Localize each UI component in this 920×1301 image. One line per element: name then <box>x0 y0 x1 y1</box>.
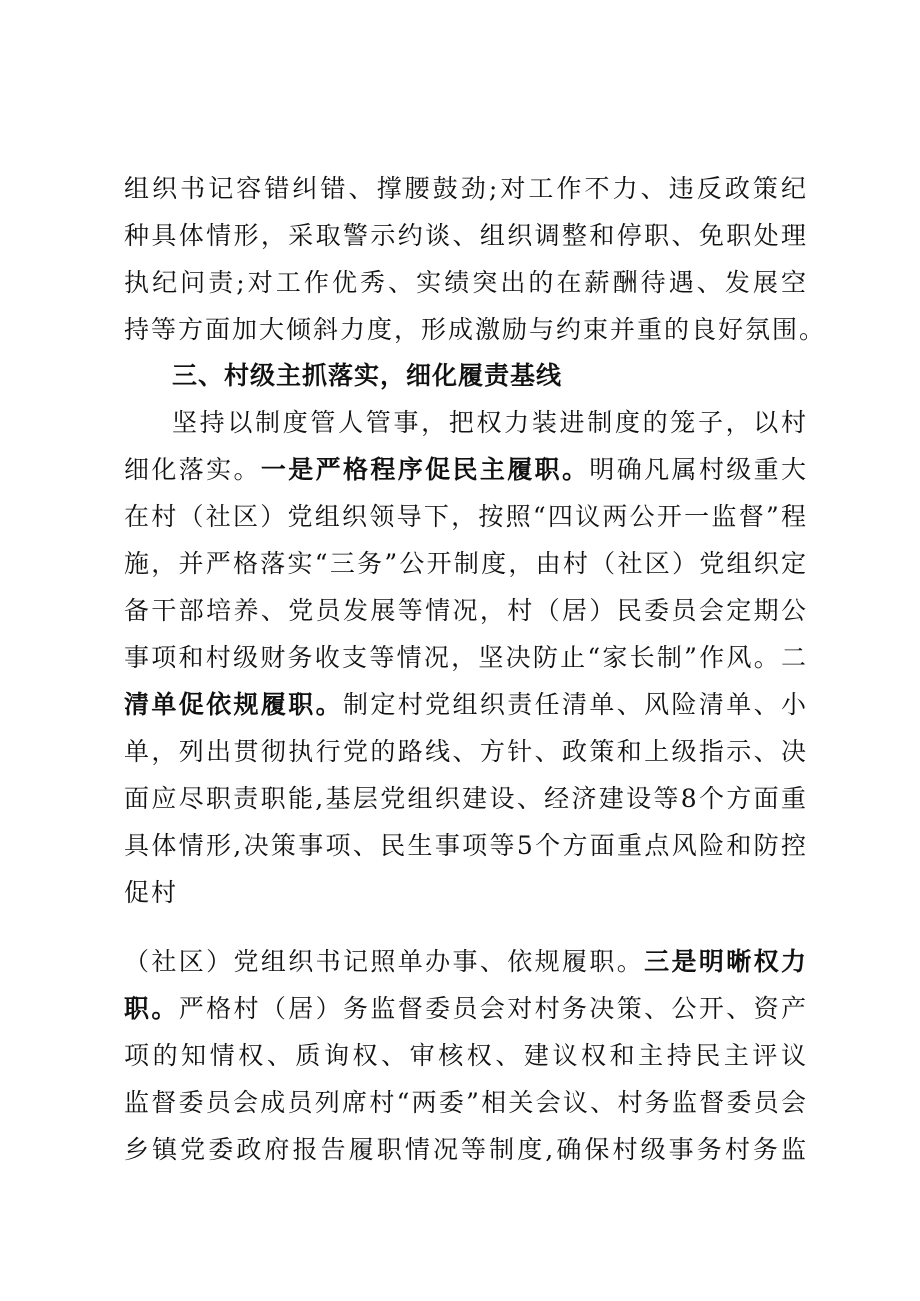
paragraph-line: 执纪问责;对工作优秀、实绩突出的在薪酬待遇、发展空 <box>124 268 808 297</box>
paragraph-line: 监督委员会成员列席村“两委”相关会议、村务监督委员会 <box>124 1088 808 1117</box>
text-span: 严格村（居）务监督委员会对村务决策、公开、资产 <box>178 994 808 1023</box>
paragraph-line: 项的知情权、质询权、审核权、建议权和主持民主评议 <box>124 1041 808 1070</box>
paragraph-line: 组织书记容错纠错、撑腰鼓劲;对工作不力、违反政策纪 <box>124 174 808 203</box>
paragraph-line: 具体情形,决策事项、民生事项等5个方面重点风险和防控 <box>124 831 808 860</box>
bold-lead: 一是严格程序促民主履职。 <box>260 455 590 484</box>
paragraph-line: 乡镇党委政府报告履职情况等制度,确保村级事务村务监 <box>124 1135 808 1164</box>
bold-lead: 三是明晰权力 <box>644 947 808 976</box>
paragraph-line: 在村（社区）党组织领导下，按照“四议两公开一监督”程 <box>124 502 808 531</box>
section-heading: 三、村级主抓落实，细化履责基线 <box>172 361 563 390</box>
paragraph-line <box>124 641 808 675</box>
paragraph-line <box>124 453 808 487</box>
paragraph-line <box>124 945 808 979</box>
paragraph-line <box>124 992 808 1026</box>
bold-lead: 清单促依规履职。 <box>124 690 343 719</box>
paragraph-line: 单，列出贯彻执行党的路线、方针、政策和上级指示、决 <box>124 737 808 766</box>
paragraph-line: 施，并严格落实“三务”公开制度，由村（社区）党组织定 <box>124 549 808 578</box>
paragraph-line: 面应尽职责职能,基层党组织建设、经济建设等8个方面重 <box>124 784 808 813</box>
text-span: 明确凡属村级重大 <box>589 455 808 484</box>
paragraph-line: 备干部培养、党员发展等情况，村（居）民委员会定期公 <box>124 596 808 625</box>
text-span: （社区）党组织书记照单办事、依规履职。 <box>124 947 645 976</box>
paragraph-line: 促村 <box>124 878 179 907</box>
paragraph-line: 坚持以制度管人管事，把权力装进制度的笼子，以村 <box>172 408 808 437</box>
paragraph-line: 持等方面加大倾斜力度，形成激励与约束并重的良好氛围。 <box>124 315 827 344</box>
paragraph-line <box>124 688 808 722</box>
bold-lead: 职。 <box>124 994 179 1023</box>
text-span: 事项和村级财务收支等情况，坚决防止“家长制”作风。二 <box>124 643 808 672</box>
text-span: 制定村党组织责任清单、风险清单、小 <box>343 690 808 719</box>
paragraph-line: 种具体情形，采取警示约谈、组织调整和停职、免职处理 <box>124 221 808 250</box>
text-span: 细化落实。 <box>124 455 261 484</box>
